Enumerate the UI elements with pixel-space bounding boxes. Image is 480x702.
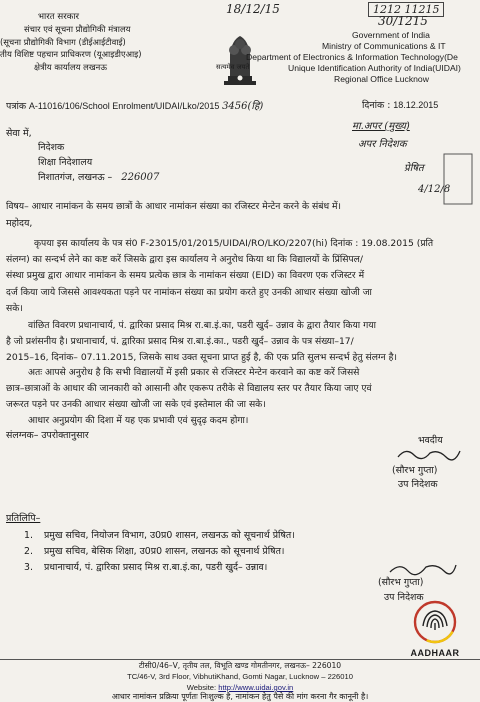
address-place (38, 170, 159, 185)
header-left-line1: भारत सरकार (38, 12, 80, 22)
copy-item-text: प्रधानाचार्य, पं. द्वारिका प्रसाद मिश्र रा.बा.इं.का, पडरी खुर्द– उन्नाव। (43, 562, 268, 573)
margin-note-1: मा.अपर (मुख्य) (352, 121, 410, 132)
paragraph-2 (6, 318, 474, 367)
date-label: दिनांक : (362, 100, 391, 111)
copy-heading: प्रतिलिपि– (6, 513, 41, 524)
para1-line: संलग्न) का सन्दर्भ लेने का कष्ट करें जिसके द्वारा इस कार्यालय ने अनुरोध किया था कि विद्यालयों के प्रिंसिपल/ (6, 254, 364, 266)
reference-label: पत्रांक (6, 101, 27, 112)
para3-line: अतः आपसे अनुरोध है कि सभी विद्यालयों में इसी प्रकार से रजिस्टर मेन्टेन करवाने का कष्ट करें जिससे (28, 367, 360, 378)
date-value: 18.12.2015 (393, 100, 439, 110)
aadhaar-fingerprint-icon (408, 600, 462, 644)
para2-line: है जो प्रशंसनीय है। प्रधानाचार्य, पं. द्वारिका प्रसाद मिश्र रा.बा.इं.का., पडरी खुर्द– उन्नाव के पत्र संख्या–17/ (6, 336, 354, 348)
header-left-line2: संचार एवं सूचना प्रौद्योगिकी मंत्रालय (24, 24, 131, 34)
para1-line: दर्ज किया जाये जिससे आवश्यकता पड़ने पर नामांकन संख्या का प्रयोग करते हुए उनकी आधार संख्या खोजी जा (6, 286, 372, 298)
para3-line: छात्र–छात्राओं के आधार की जानकारी को आसानी और एकरूप तरीके से विद्यालय स्तर पर तैयार किया जाए एवं (6, 383, 372, 395)
header-right-line1: Government of India (352, 30, 430, 40)
reference-handwritten: 3456(हि) (222, 101, 264, 112)
header-left-line4: तीय विशिष्ट पहचान प्राधिकरण (यूआइडीएआइ) (0, 49, 142, 59)
sign2-name: (सौरभ गुप्ता) (378, 577, 424, 588)
footer-address-english: TC/46-V, 3rd Floor, VibhutiKhand, Gomti Nagar, Lucknow – 226010 (127, 672, 353, 681)
stamp-date-top-right: 30/1215 (378, 14, 428, 28)
footer-bottom-note: आधार नामांकन प्रक्रिया पूर्णतः निःशुल्क है, नामांकन हेतु पैसे की मांग करना गैर कानूनी है। (111, 692, 369, 701)
para1-line: संस्था प्रमुख द्वारा आधार नामांकन के समय प्रत्येक छात्र के नामांकन संख्या (EID) का विवरण एक रजिस्टर में (6, 270, 365, 282)
copy-item-number: 3. (24, 562, 33, 573)
sign1-designation: उप निदेशक (398, 479, 438, 490)
margin-stamp-mark (440, 150, 476, 210)
header-right-line5: Regional Office Lucknow (334, 74, 429, 84)
header-right-line2: Ministry of Communications & IT (322, 41, 446, 51)
address-seva-mein: सेवा में, (6, 128, 32, 139)
address-pin: 226007 (121, 172, 160, 183)
reference-date (362, 98, 438, 113)
aadhaar-logo (408, 600, 462, 656)
emblem-motto: सत्यमेव जयते (216, 63, 250, 71)
reference-number: A-11016/106/School Enrolment/UIDAI/Lko/2015 (28, 101, 220, 111)
copy-item-3 (24, 560, 267, 575)
paragraph-4: आधार अनुप्रयोग की दिशा में यह एक प्रभावी एवं सुदृढ़ कदम होगा। (28, 415, 249, 426)
margin-note-3: प्रेषित (404, 163, 424, 174)
para1-line: सके। (6, 302, 23, 314)
copy-item-number: 2. (24, 546, 33, 557)
footer-address-hindi: टीसी0/46–V, तृतीय तल, विभूति खण्ड गोमतीनगर, लखनऊ– 226010 (138, 661, 342, 670)
paragraph-3 (6, 365, 474, 414)
subject-line: विषय– आधार नामांकन के समय छात्रों के आधार नामांकन संख्या का रजिस्टर मेन्टेन करने के संबंध में। (6, 201, 342, 212)
header-right-line4: Unique Identification Authority of India(UIDAI) (288, 63, 461, 73)
para3-line: जरूरत पड़ने पर उनकी आधार संख्या खोजी जा सके एवं इस्तेमाल की जा सके। (6, 399, 266, 411)
header-left-line5: क्षेत्रीय कार्यालय लखनऊ (34, 62, 107, 72)
sign2-designation: उप निदेशक (384, 592, 424, 603)
copy-item-number: 1. (24, 530, 33, 541)
enclosure-note: संलग्नक– उपरोक्तानुसार (6, 430, 89, 441)
copy-item-text: प्रमुख सचिव, बेसिक शिक्षा, उ0प्र0 शासन, लखनऊ को सूचनार्थ प्रेषित। (43, 546, 285, 557)
para1-line: कृपया इस कार्यालय के पत्र सं0 F-23015/01/2015/UIDAI/RO/LKO/2207(hi) दिनांक : 19.08.2015 (प्रति (34, 238, 434, 249)
aadhaar-label: AADHAAR (410, 648, 460, 658)
paragraph-1 (6, 236, 474, 317)
copy-item-1 (24, 528, 295, 543)
signature-1-icon (396, 445, 462, 463)
header-left-line3: (सूचना प्रौद्योगिकी विभाग (डीईआईटीवाई) (0, 37, 126, 47)
address-place-text: निशातगंज, लखनऊ – (38, 172, 113, 183)
para2-line: वांछित विवरण प्रधानाचार्य, पं. द्वारिका प्रसाद मिश्र रा.बा.इं.का, पडरी खुर्द– उन्नाव के द्वारा तैयार किया गया (28, 320, 376, 331)
copy-item-text: प्रमुख सचिव, नियोजन विभाग, उ0प्र0 शासन, लखनऊ को सूचनार्थ प्रेषित। (43, 530, 295, 541)
para2-line: 2015–16, दिनांक– 07.11.2015, जिसके साथ उक्त सूचना प्राप्त हुई है, की एक प्रति सुलभ सन्दर्भ हेतु संलग्न है। (6, 352, 397, 364)
sign-bhavdiya: भवदीय (418, 435, 443, 446)
stamp-number-top-right: 1212 11215 (368, 2, 444, 17)
address-designation: निदेशक (38, 142, 65, 153)
margin-note-2: अपर निदेशक (358, 139, 407, 150)
stamp-date-top-left: 18/12/15 (226, 2, 280, 16)
margin-note-4: 4/12/8 (418, 184, 451, 195)
website-label: Website: (186, 683, 217, 692)
reference-line (6, 98, 263, 114)
website-link[interactable]: http://www.uidai.gov.in (218, 683, 294, 692)
copy-item-2 (24, 544, 284, 559)
footer-website (0, 683, 480, 692)
header-right-line3: Department of Electronics & Information Technology(De (246, 52, 458, 62)
sign1-name: (सौरभ गुप्ता) (392, 465, 438, 476)
salutation: महोदय, (6, 218, 33, 229)
address-department: शिक्षा निदेशालय (38, 157, 93, 168)
